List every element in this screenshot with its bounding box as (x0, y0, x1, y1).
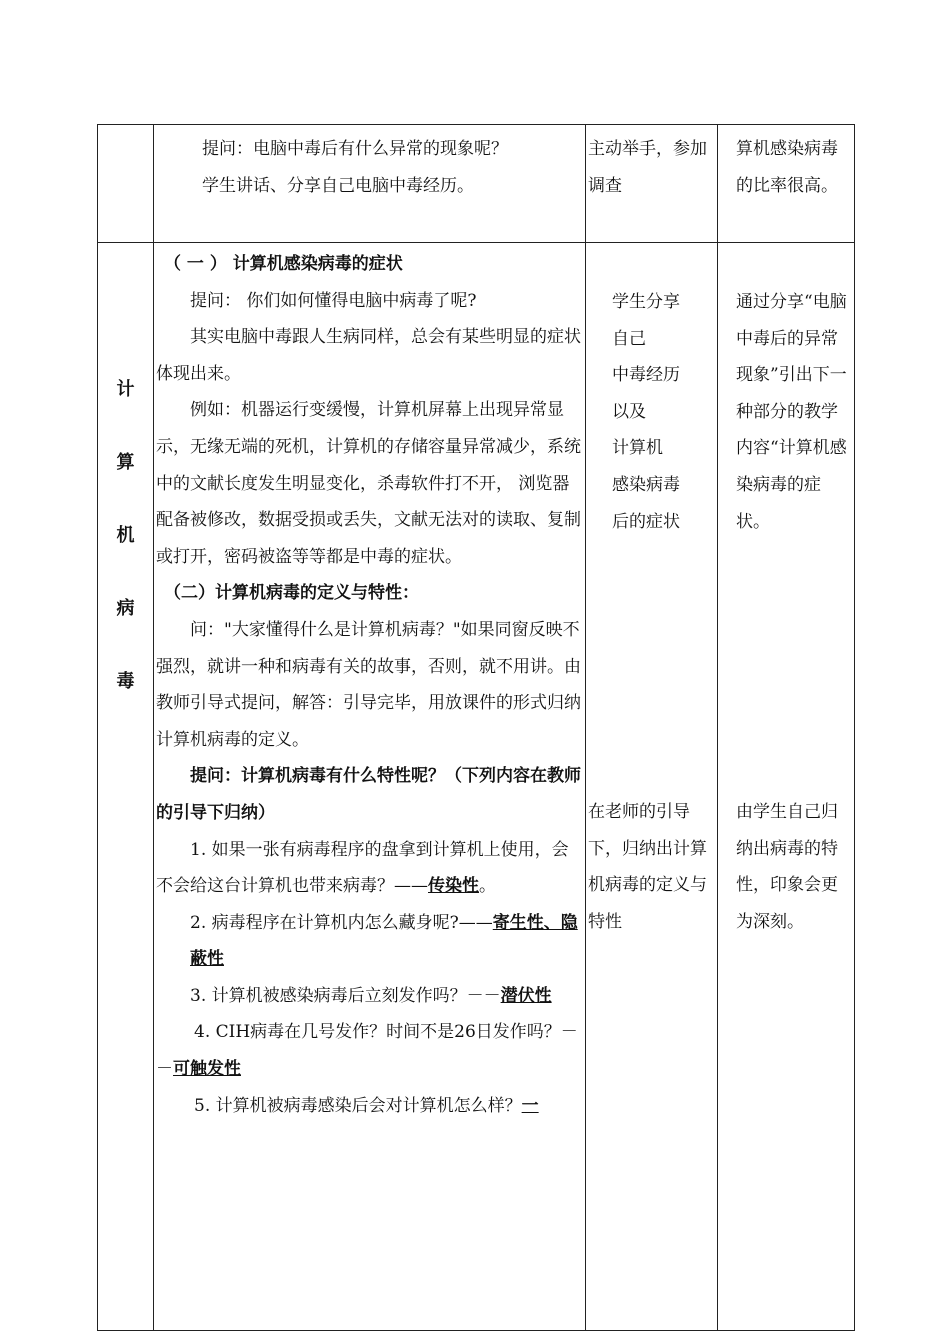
table-row (98, 125, 855, 243)
teaching-content-cell (154, 243, 586, 1331)
part1-explanation: 其实电脑中毒跟人生病同样，总会有某些明显的症状体现出来。 (156, 327, 581, 384)
table-row (98, 243, 855, 1331)
section-label-char: 病 (116, 598, 135, 619)
trait-answer: 潜伏性 (500, 985, 552, 1006)
section-label-char: 机 (116, 525, 135, 546)
part2-title: （二）计算机病毒的定义与特性： (164, 583, 419, 604)
student-activity-text: 在老师的引导下，归纳出计算机病毒的定义与特性 (588, 802, 707, 932)
trait-item-3 (156, 978, 581, 1015)
spacer (588, 540, 717, 794)
trait-question: 3. 计算机被感染病毒后立刻发作吗？－－ (190, 985, 501, 1006)
part1-question: 提问： 你们如何懂得电脑中病毒了呢? (190, 290, 477, 311)
design-intent-text: 由学生自己归纳出病毒的特性，印象会更为深刻。 (736, 802, 838, 932)
trait-item-5 (156, 1088, 581, 1125)
trait-question: 1. 如果一张有病毒程序的盘拿到计算机上使用，会不会给这台计算机也带来病毒？—— (156, 839, 569, 897)
part1-examples: 例如：机器运行变缓慢，计算机屏幕上出现异常显示，无缘无端的死机，计算机的存储容量异常减少，系统中的文献长度发生明显变化，杀毒软件打不开， 浏览器配备被修改，数据受损或丢失，文献无法对的读取、复制或打开，密码被盗等等都是中毒的症状。 (156, 400, 581, 567)
section-label-char: 计 (116, 379, 135, 400)
student-activity-line: 以及 (612, 401, 646, 422)
section-label-cell (98, 243, 154, 1331)
student-activity-line: 后的症状 (612, 511, 680, 532)
teaching-content-cell (154, 125, 586, 243)
student-activity-line: 自己 (612, 328, 646, 349)
design-intent-text: 算机感染病毒的比率很高。 (736, 139, 838, 196)
design-intent-text: 通过分享“电脑中毒后的异常现象”引出下一种部分的教学内容“计算机感染病毒的症状。 (736, 292, 847, 532)
trait-item-1 (156, 832, 581, 905)
part2-definition-question: 问："大家懂得什么是计算机病毒？"如果同窗反映不强烈，就讲一种和病毒有关的故事，否则，就不用讲。由教师引导式提问，解答：引导完毕，用放课件的形式归纳计算机病毒的定义。 (156, 619, 581, 750)
trait-answer: 传染性 (428, 876, 479, 897)
part2-traits-question: 提问：计算机病毒有什么特性呢？（下列内容在教师的引导下归纳） (156, 766, 581, 823)
student-activity-line: 感染病毒 (612, 474, 680, 495)
student-activity-cell (586, 243, 718, 1331)
section-label-char: 算 (116, 452, 135, 473)
trait-question: 5. 计算机被病毒感染后会对计算机怎么样？ (194, 1095, 522, 1116)
trait-question: 2. 病毒程序在计算机内怎么藏身呢?—— (190, 912, 493, 933)
part1-title: （ 一 ） 计算机感染病毒的症状 (164, 254, 403, 274)
design-intent-cell (718, 243, 855, 1331)
trait-answer: 寄生性、隐蔽性 (190, 912, 578, 970)
design-intent-cell (718, 125, 855, 243)
spacer (736, 540, 852, 794)
trait-answer: 一 (521, 1095, 539, 1116)
trait-question: 4. CIH病毒在几号发作？时间不是26日发作吗？－－ (156, 1022, 578, 1080)
trait-answer: 可触发性 (173, 1059, 241, 1080)
trait-item-4 (156, 1014, 581, 1087)
section-cell-empty (98, 125, 154, 243)
question-text: 提问：电脑中毒后有什么异常的现象呢？ (202, 139, 508, 159)
student-activity-line: 计算机 (612, 438, 663, 459)
student-share-text: 学生讲话、分享自己电脑中毒经历。 (202, 175, 474, 196)
student-activity-list (588, 284, 717, 540)
trait-item-2 (156, 905, 581, 978)
student-activity-cell (586, 125, 718, 243)
section-label-char: 毒 (116, 671, 135, 692)
trait-tail: 。 (479, 876, 496, 897)
student-activity-line: 学生分享 (612, 292, 680, 312)
lesson-plan-table (97, 124, 855, 1331)
student-activity-line: 中毒经历 (612, 365, 680, 386)
student-activity-text: 主动举手，参加调查 (588, 139, 707, 196)
